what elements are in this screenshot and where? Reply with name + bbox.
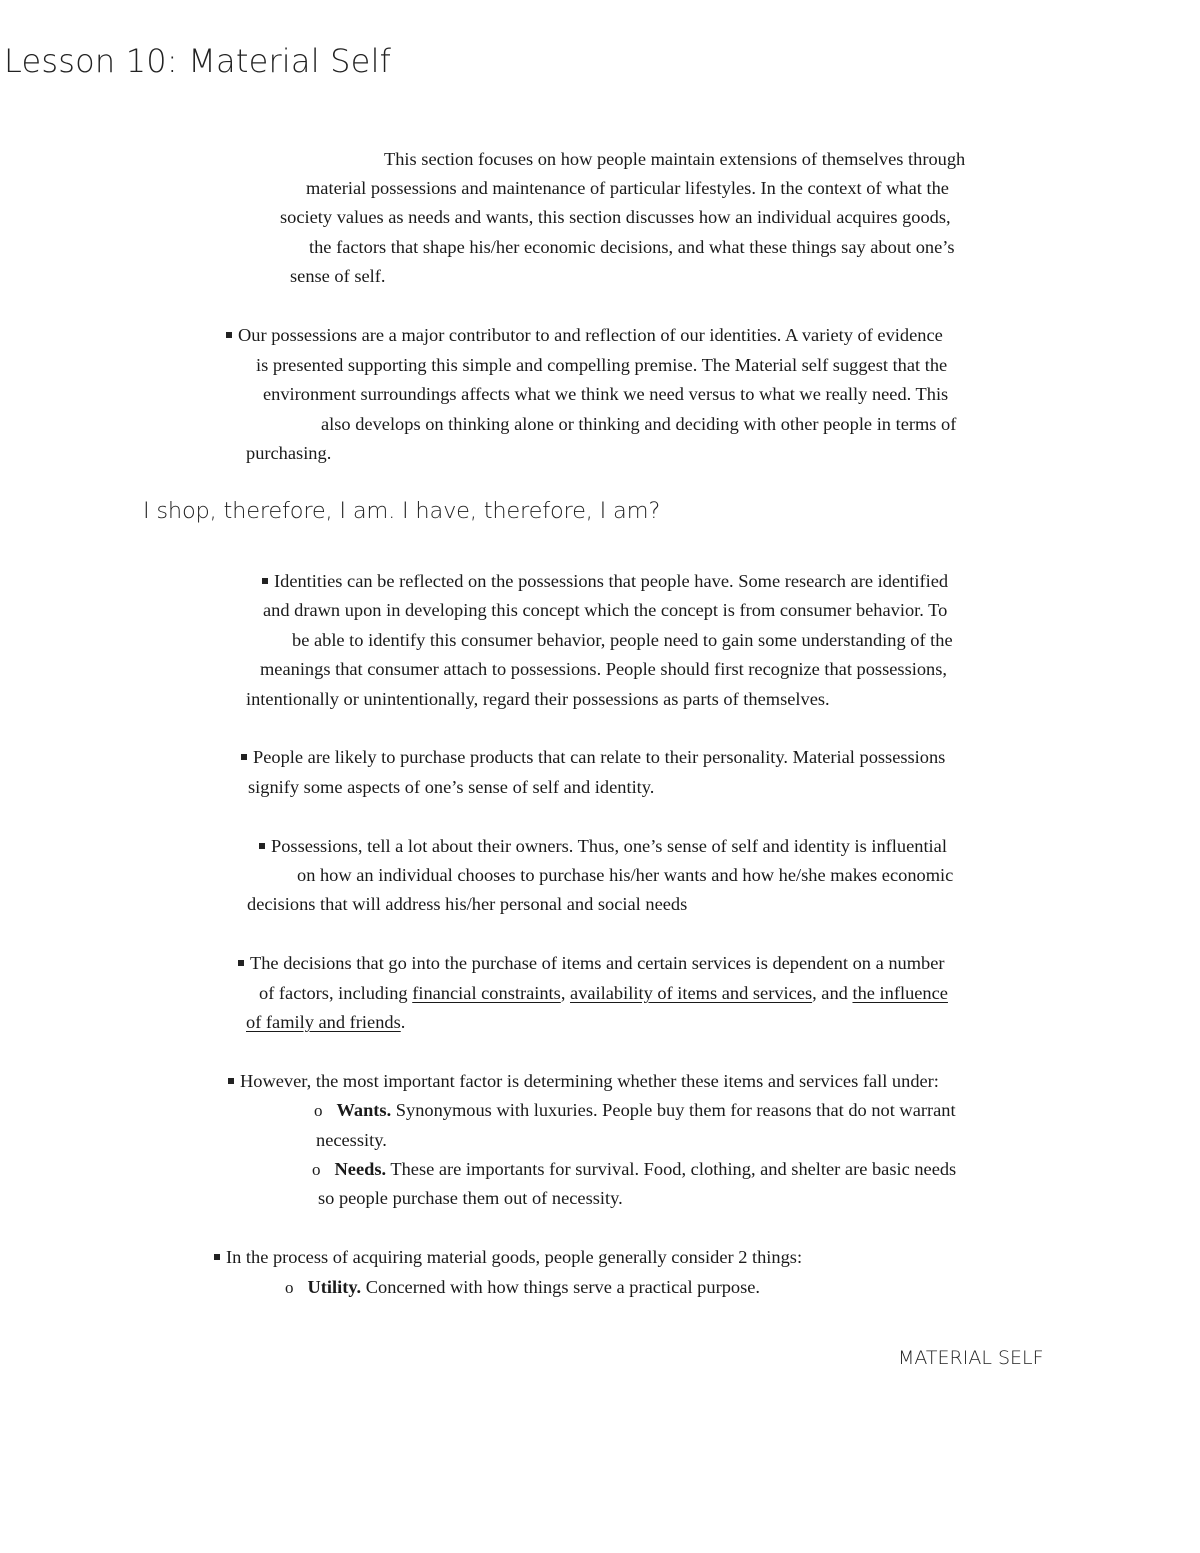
bullet-text-segment: of factors, including bbox=[259, 983, 413, 1003]
bullet-text: environment surroundings affects what we think we need versus to what we really need. This bbox=[263, 384, 949, 404]
sub-item-text: These are importants for survival. Food, clothing, and shelter are basic needs bbox=[386, 1159, 957, 1179]
bullet-marker bbox=[262, 578, 268, 584]
sub-bullet-marker: o bbox=[285, 1278, 294, 1297]
sub-item-text: Concerned with how things serve a practical purpose. bbox=[361, 1277, 760, 1297]
bullet-marker bbox=[228, 1078, 234, 1084]
bullet-text: Possessions, tell a lot about their owners. Thus, one’s sense of self and identity is influential bbox=[271, 836, 947, 856]
section-subheading: I shop, therefore, I am. I have, therefore, I am? bbox=[143, 498, 661, 524]
bullet-text-segment: . bbox=[400, 1012, 406, 1032]
bullet-text bbox=[246, 1011, 405, 1033]
bullet-marker bbox=[238, 960, 244, 966]
intro-line: material possessions and maintenance of particular lifestyles. In the context of what the bbox=[306, 178, 949, 198]
sub-item-text: Synonymous with luxuries. People buy them for reasons that do not warrant bbox=[391, 1100, 956, 1120]
factor-availability: availability of items and services bbox=[570, 983, 813, 1003]
bullet-text: In the process of acquiring material goods, people generally consider 2 things: bbox=[226, 1247, 803, 1267]
factor-financial-constraints: financial constraints bbox=[412, 983, 561, 1003]
term-needs: Needs. bbox=[334, 1159, 387, 1179]
bullet-text: However, the most important factor is determining whether these items and services fall under: bbox=[240, 1071, 939, 1091]
bullet-text-segment: , and bbox=[812, 983, 853, 1003]
lesson-title: Lesson 10: Material Self bbox=[4, 42, 392, 80]
bullet-text: and drawn upon in developing this concept which the concept is from consumer behavior. To bbox=[263, 600, 948, 620]
bullet-text: People are likely to purchase products that can relate to their personality. Material possessions bbox=[253, 747, 946, 767]
bullet-text bbox=[259, 982, 948, 1004]
bullet-marker bbox=[214, 1254, 220, 1260]
bullet-text: The decisions that go into the purchase of items and certain services is dependent on a number bbox=[250, 953, 945, 973]
bullet-text: signify some aspects of one’s sense of self and identity. bbox=[248, 777, 655, 797]
bullet-text: purchasing. bbox=[246, 443, 332, 463]
bullet-text: also develops on thinking alone or thinking and deciding with other people in terms of bbox=[321, 414, 957, 434]
term-wants: Wants. bbox=[336, 1100, 392, 1120]
bullet-text: intentionally or unintentionally, regard their possessions as parts of themselves. bbox=[246, 689, 830, 709]
intro-line: the factors that shape his/her economic decisions, and what these things say about one’s bbox=[309, 237, 955, 257]
bullet-text: Our possessions are a major contributor to and reflection of our identities. A variety of evidence bbox=[238, 325, 943, 345]
bullet-text: decisions that will address his/her personal and social needs bbox=[247, 894, 688, 914]
sub-item-utility bbox=[285, 1276, 760, 1299]
sub-item-text: so people purchase them out of necessity. bbox=[318, 1188, 623, 1208]
bullet-text: on how an individual chooses to purchase his/her wants and how he/she makes economic bbox=[297, 865, 954, 885]
sub-item-wants bbox=[314, 1099, 956, 1122]
sub-bullet-marker: o bbox=[314, 1101, 323, 1120]
intro-line: This section focuses on how people maintain extensions of themselves through bbox=[384, 149, 966, 169]
bullet-marker bbox=[241, 754, 247, 760]
sub-item-needs bbox=[312, 1158, 956, 1181]
factor-influence: the influence bbox=[852, 983, 948, 1003]
bullet-text-segment: , bbox=[560, 983, 571, 1003]
intro-line: sense of self. bbox=[290, 266, 386, 286]
bullet-marker bbox=[259, 843, 265, 849]
bullet-text: Identities can be reflected on the possessions that people have. Some research are identified bbox=[274, 571, 949, 591]
page-footer: MATERIAL SELF bbox=[898, 1347, 1044, 1369]
bullet-text: be able to identify this consumer behavior, people need to gain some understanding of the bbox=[292, 630, 953, 650]
term-utility: Utility. bbox=[307, 1277, 362, 1297]
sub-item-text: necessity. bbox=[316, 1130, 387, 1150]
bullet-marker bbox=[226, 332, 232, 338]
intro-line: society values as needs and wants, this section discusses how an individual acquires goods, bbox=[280, 207, 951, 227]
bullet-text: is presented supporting this simple and compelling premise. The Material self suggest that the bbox=[256, 355, 948, 375]
factor-family-and-friends: of family and friends bbox=[246, 1012, 401, 1032]
bullet-text: meanings that consumer attach to possessions. People should first recognize that possessions, bbox=[260, 659, 947, 679]
sub-bullet-marker: o bbox=[312, 1160, 321, 1179]
